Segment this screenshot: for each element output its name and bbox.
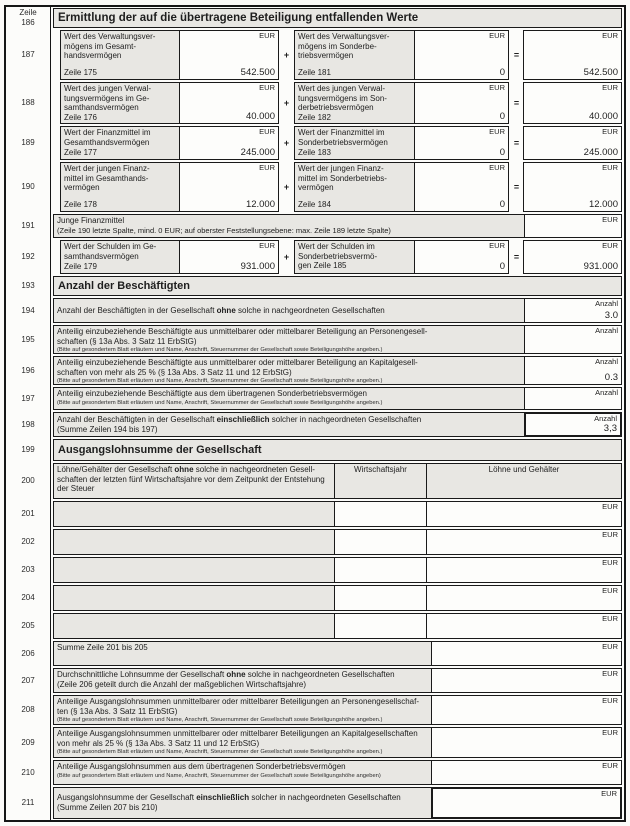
row-201-amount-box[interactable]: [426, 501, 622, 527]
row-187-left-value-box[interactable]: [179, 30, 279, 80]
row-194-label-cell: Anzahl der Beschäftigten in der Gesellschaft ohne solche in nachgeordneten Gesellschaften: [53, 298, 525, 323]
row-195: [6, 324, 624, 355]
row-187-right-value: 0: [499, 66, 505, 78]
row-203: [6, 556, 624, 584]
row-204-year-input[interactable]: [334, 585, 427, 611]
section-title-ausgangslohnsumme: Ausgangslohnsumme der Gesellschaft: [53, 439, 622, 461]
currency-label: EUR: [489, 31, 505, 40]
row-188-result-value: 40.000: [588, 110, 618, 122]
row-190-left-value-box[interactable]: [179, 162, 279, 212]
row-198-label-cell: Anzahl der Beschäftigten in der Gesellschaft einschließlich solcher in nachgeordneten Gesellschaften (Summe Zeilen 194 bis 197): [53, 412, 525, 437]
row-206-label-cell: Summe Zeile 201 bis 205: [53, 641, 432, 666]
row-190: [6, 161, 624, 213]
row-210-label-cell: Anteilige Ausgangslohnsummen aus dem übertragenen Sonderbetriebsvermögen (Bitte auf gesondertem Blatt erläutern und Name, Anschrift, Steuernummer der Gesellschaft sowie Beteiligungshöhe angeben): [53, 760, 432, 785]
row-193-zeile: 193: [6, 275, 51, 297]
row-207-zeile: 207: [6, 667, 51, 694]
row-190-equals-sign: =: [513, 182, 520, 192]
currency-label: EUR: [602, 31, 618, 40]
row-198: [6, 411, 624, 438]
row-198-zeile: 198: [6, 411, 51, 438]
row-194-zeile: 194: [6, 297, 51, 324]
row-196-note: (Bitte auf gesondertem Blatt erläutern und Name, Anschrift, Steuernummer der Gesellschaft sowie Beteiligungshöhe angeben.): [57, 378, 383, 385]
row-203-year-input[interactable]: [334, 557, 427, 583]
row-187-left-label-cell: Wert des Verwaltungsver- mögens im Gesamt- handsvermögen Zeile 175: [60, 30, 180, 80]
row-197: [6, 386, 624, 411]
row-194-value: 3.0: [604, 309, 618, 321]
row-187-result-value: 542.500: [583, 66, 618, 78]
row-189-right-value-box[interactable]: [414, 126, 509, 160]
row-190-result-box[interactable]: [523, 162, 622, 212]
row-188-left-value: 40.000: [245, 110, 275, 122]
currency-label: EUR: [259, 127, 275, 136]
row-187: [6, 29, 624, 81]
row-192-plus-sign: +: [283, 252, 290, 262]
row-199: [6, 438, 624, 462]
row-189-zeile: 189: [6, 125, 51, 161]
row-196-zeile: 196: [6, 355, 51, 386]
row-207-label-cell: Durchschnittliche Lohnsumme der Gesellschaft ohne solche in nachgeordneten Gesellschaften (Zeile 206 geteilt durch die Anzahl der maßgeblichen Wirtschaftsjahre): [53, 668, 432, 693]
row-202: [6, 528, 624, 556]
row-210-note: (Bitte auf gesondertem Blatt erläutern und Name, Anschrift, Steuernummer der Gesellschaft sowie Beteiligungshöhe angeben): [57, 772, 381, 779]
anzahl-label: Anzahl: [595, 299, 618, 308]
row-188: [6, 81, 624, 125]
row-209-value-box[interactable]: [431, 727, 622, 758]
row-206-zeile: 206: [6, 640, 51, 667]
row-209-label-cell: Anteilige Ausgangslohnsummen unmittelbarer oder mittelbarer Beteiligungen an Kapitalgesellschaften von mehr als 25 % (§ 13a Abs. 3 Satz 11 und 12 ErbStG) (Bitte auf gesondertem Blatt erläutern und Name, Anschrift, Steuernummer der Gesellschaft sowie Beteiligungshöhe angeben.): [53, 727, 432, 758]
anzahl-label: Anzahl: [595, 326, 618, 335]
row-191-label-cell: Junge Finanzmittel (Zeile 190 letzte Spalte, mind. 0 EUR; auf oberster Feststellungsebene: max. Zeile 189 letzte Spalte): [53, 214, 525, 238]
row-187-equals-sign: =: [513, 50, 520, 60]
row-187-right-label-cell: Wert des Verwaltungsver- mögens im Sonderbe- triebsvermögen Zeile 181: [294, 30, 415, 80]
row-210-value-box[interactable]: [431, 760, 622, 785]
row-192-left-value-box[interactable]: [179, 240, 279, 274]
row-188-left-value-box[interactable]: [179, 82, 279, 124]
row-211-label-cell: Ausgangslohnsumme der Gesellschaft einschließlich solcher in nachgeordneten Gesellschaften (Summe Zeilen 207 bis 210): [53, 787, 432, 819]
row-190-plus-sign: +: [283, 182, 290, 192]
row-189-result-box[interactable]: [523, 126, 622, 160]
currency-label: EUR: [602, 502, 618, 511]
row-190-result-value: 12.000: [588, 198, 618, 210]
row-205: [6, 612, 624, 640]
row-205-year-input[interactable]: [334, 613, 427, 639]
column-header-wirtschaftsjahr: Wirtschaftsjahr: [334, 463, 427, 499]
row-190-left-value: 12.000: [245, 198, 275, 210]
row-203-label-cell: [53, 557, 335, 583]
row-206-value-box[interactable]: [431, 641, 622, 666]
currency-label: EUR: [489, 83, 505, 92]
currency-label: EUR: [259, 241, 275, 250]
currency-label: EUR: [259, 83, 275, 92]
row-189: [6, 125, 624, 161]
row-190-zeile: 190: [6, 161, 51, 213]
row-188-right-value: 0: [499, 110, 505, 122]
row-195-value-box[interactable]: [524, 325, 622, 354]
row-205-zeile: 205: [6, 612, 51, 640]
row-195-note: (Bitte auf gesondertem Blatt erläutern und Name, Anschrift, Steuernummer der Gesellschaft sowie Beteiligungshöhe angeben.): [57, 347, 383, 354]
currency-label: EUR: [602, 642, 618, 651]
row-192-right-label-cell: Wert der Schulden im Sonderbetriebsvermö- gen Zeile 185: [294, 240, 415, 274]
row-192: [6, 239, 624, 275]
row-201-zeile: 201: [6, 500, 51, 528]
currency-label: EUR: [602, 586, 618, 595]
row-190-right-label-cell: Wert der jungen Finanz- mittel im Sonderbetriebs- vermögen Zeile 184: [294, 162, 415, 212]
currency-label: EUR: [259, 31, 275, 40]
currency-label: EUR: [602, 558, 618, 567]
row-189-right-value: 0: [499, 146, 505, 158]
row-210-zeile: 210: [6, 759, 51, 786]
row-188-right-value-box[interactable]: [414, 82, 509, 124]
row-189-left-value: 245.000: [240, 146, 275, 158]
row-188-zeile: 188: [6, 81, 51, 125]
currency-label: EUR: [602, 241, 618, 250]
row-200: [6, 462, 624, 500]
row-211-zeile: 211: [6, 786, 51, 820]
row-200-zeile: 200: [6, 462, 51, 500]
row-196-value: 0.3: [604, 371, 618, 383]
row-202-amount-box[interactable]: [426, 529, 622, 555]
anzahl-label: Anzahl: [595, 357, 618, 366]
zeile-header-label: Zeile 186: [19, 8, 37, 27]
row-196-value-box[interactable]: [524, 356, 622, 385]
currency-label: EUR: [602, 696, 618, 705]
row-196-label-cell: Anteilig einzubeziehende Beschäftigte aus unmittelbarer oder mittelbarer Beteiligung an Kapitalgesell- schaften von mehr als 25 % (§ 13a Abs. 3 Satz 11 und 12 ErbStG) (Bitte auf gesondertem Blatt erläutern und Name, Anschrift, Steuernummer der Gesellschaft sowie Beteiligungshöhe angeben.): [53, 356, 525, 385]
row-208-label-cell: Anteilige Ausgangslohnsummen unmittelbarer oder mittelbarer Beteiligungen an Personengesellschaf- ten (§ 13a Abs. 3 Satz 11 ErbStG) (Bitte auf gesondertem Blatt erläutern und Name, Anschrift, Steuernummer der Gesellschaft sowie Beteiligungshöhe angeben.): [53, 695, 432, 725]
currency-label: EUR: [602, 83, 618, 92]
row-187-right-value-box[interactable]: [414, 30, 509, 80]
row-203-zeile: 203: [6, 556, 51, 584]
currency-label: EUR: [489, 241, 505, 250]
row-208-note: (Bitte auf gesondertem Blatt erläutern und Name, Anschrift, Steuernummer der Gesellschaft sowie Beteiligungshöhe angeben.): [57, 717, 383, 724]
row-197-value-box[interactable]: [524, 387, 622, 410]
row-189-left-value-box[interactable]: [179, 126, 279, 160]
row-191-zeile: 191: [6, 213, 51, 239]
currency-label: EUR: [602, 614, 618, 623]
row-189-plus-sign: +: [283, 138, 290, 148]
row-192-right-value: 0: [499, 260, 505, 272]
row-192-equals-sign: =: [513, 252, 520, 262]
row-208-value-box[interactable]: [431, 695, 622, 725]
row-201-label-cell: [53, 501, 335, 527]
row-187-plus-sign: +: [283, 50, 290, 60]
currency-label: EUR: [489, 163, 505, 172]
row-189-left-label-cell: Wert der Finanzmittel im Gesamthandsvermögen Zeile 177: [60, 126, 180, 160]
currency-label: EUR: [602, 530, 618, 539]
row-192-zeile: 192: [6, 239, 51, 275]
row-209-note: (Bitte auf gesondertem Blatt erläutern und Name, Anschrift, Steuernummer der Gesellschaft sowie Beteiligungshöhe angeben.): [57, 749, 383, 756]
row-205-amount-box[interactable]: [426, 613, 622, 639]
row-209: [6, 726, 624, 759]
row-195-label-cell: Anteilig einzubeziehende Beschäftigte aus unmittelbarer oder mittelbarer Beteiligung an Personengesell- schaften (§ 13a Abs. 3 Satz 11 ErbStG) (Bitte auf gesondertem Blatt erläutern und Name, Anschrift, Steuernummer der Gesellschaft sowie Beteiligungshöhe angeben.): [53, 325, 525, 354]
currency-label: EUR: [602, 761, 618, 770]
row-204-zeile: 204: [6, 584, 51, 612]
form-title: Ermittlung der auf die übertragene Beteiligung entfallenden Werte: [53, 8, 622, 28]
row-187-zeile: 187: [6, 29, 51, 81]
zeile-header: [6, 7, 51, 29]
row-188-result-box[interactable]: [523, 82, 622, 124]
row-207: [6, 667, 624, 694]
currency-label: EUR: [602, 127, 618, 136]
row-210: [6, 759, 624, 786]
row-207-value-box[interactable]: [431, 668, 622, 693]
row-192-left-label-cell: Wert der Schulden im Ge- samthandsvermögen Zeile 179: [60, 240, 180, 274]
row-203-amount-box[interactable]: [426, 557, 622, 583]
row-205-label-cell: [53, 613, 335, 639]
row-209-zeile: 209: [6, 726, 51, 759]
row-192-left-value: 931.000: [240, 260, 275, 272]
row-208: [6, 694, 624, 726]
row-211: [6, 786, 624, 820]
row-189-equals-sign: =: [513, 138, 520, 148]
row-197-note: (Bitte auf gesondertem Blatt erläutern und Name, Anschrift, Steuernummer der Gesellschaft sowie Beteiligungshöhe angeben.): [57, 399, 383, 406]
row-200-label-cell: Löhne/Gehälter der Gesellschaft ohne solche in nachgeordneten Gesell- schaften der letzten fünf Wirtschaftsjahre vor dem Zeitpunkt der Entstehung der Steuer: [53, 463, 335, 499]
row-204: [6, 584, 624, 612]
currency-label: EUR: [602, 728, 618, 737]
row-202-year-input[interactable]: [334, 529, 427, 555]
section-title-beschaeftigte: Anzahl der Beschäftigten: [53, 276, 622, 296]
row-188-right-label-cell: Wert des jungen Verwal- tungsvermögens im Son- derbetriebsvermögen Zeile 182: [294, 82, 415, 124]
row-199-zeile: 199: [6, 438, 51, 462]
anzahl-label: Anzahl: [594, 414, 617, 423]
anzahl-label: Anzahl: [595, 388, 618, 397]
row-194-value-box[interactable]: [524, 298, 622, 323]
row-196: [6, 355, 624, 386]
row-208-zeile: 208: [6, 694, 51, 726]
row-188-equals-sign: =: [513, 98, 520, 108]
row-191-value-box[interactable]: [524, 214, 622, 238]
row-195-zeile: 195: [6, 324, 51, 355]
tax-form: [4, 5, 626, 822]
row-188-left-label-cell: Wert des jungen Verwal- tungsvermögens im Ge- samthandsvermögen Zeile 176: [60, 82, 180, 124]
row-202-label-cell: [53, 529, 335, 555]
row-194: [6, 297, 624, 324]
row-186: [6, 7, 624, 29]
row-190-left-label-cell: Wert der jungen Finanz- mittel im Gesamthands- vermögen Zeile 178: [60, 162, 180, 212]
row-192-right-value-box[interactable]: [414, 240, 509, 274]
row-206: [6, 640, 624, 667]
row-188-plus-sign: +: [283, 98, 290, 108]
row-197-label-cell: Anteilig einzubeziehende Beschäftigte aus dem übertragenen Sonderbetriebsvermögen (Bitte auf gesondertem Blatt erläutern und Name, Anschrift, Steuernummer der Gesellschaft sowie Beteiligungshöhe angeben.): [53, 387, 525, 410]
row-189-result-value: 245.000: [583, 146, 618, 158]
row-202-zeile: 202: [6, 528, 51, 556]
row-190-right-value: 0: [499, 198, 505, 210]
row-190-right-value-box[interactable]: [414, 162, 509, 212]
row-201: [6, 500, 624, 528]
row-192-result-box[interactable]: [523, 240, 622, 274]
row-189-right-label-cell: Wert der Finanzmittel im Sonderbetriebsvermögen Zeile 183: [294, 126, 415, 160]
row-198-value: 3,3: [603, 422, 617, 434]
currency-label: EUR: [602, 163, 618, 172]
row-201-year-input[interactable]: [334, 501, 427, 527]
row-204-label-cell: [53, 585, 335, 611]
row-198-value-box[interactable]: [524, 412, 622, 437]
column-header-loehne-und-gehaelter: Löhne und Gehälter: [426, 463, 622, 499]
currency-label: EUR: [602, 669, 618, 678]
currency-label: EUR: [601, 789, 617, 798]
row-187-result-box[interactable]: [523, 30, 622, 80]
row-204-amount-box[interactable]: [426, 585, 622, 611]
currency-label: EUR: [259, 163, 275, 172]
row-193: [6, 275, 624, 297]
row-187-left-value: 542.500: [240, 66, 275, 78]
row-211-value-box[interactable]: [431, 787, 622, 819]
currency-label: EUR: [489, 127, 505, 136]
row-192-result-value: 931.000: [583, 260, 618, 272]
currency-label: EUR: [602, 215, 618, 224]
row-197-zeile: 197: [6, 386, 51, 411]
row-191: [6, 213, 624, 239]
